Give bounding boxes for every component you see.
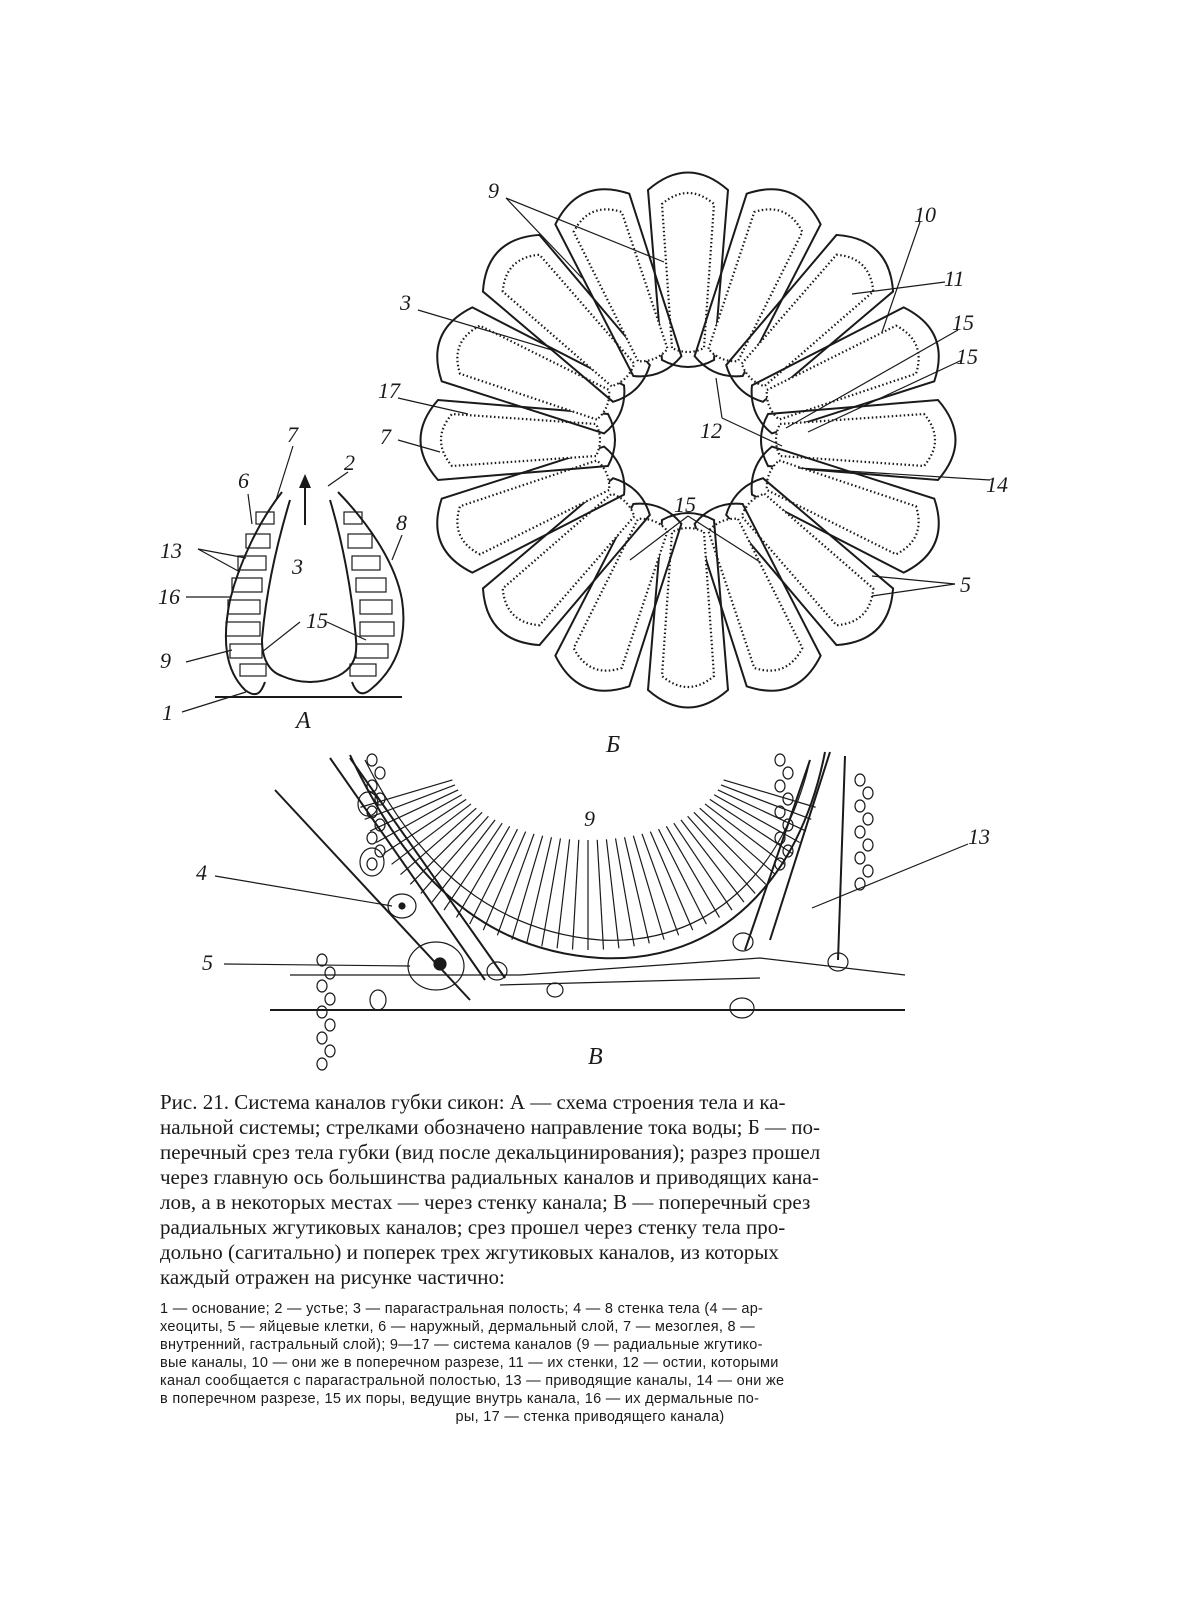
b-label-9: 9 xyxy=(488,178,499,203)
panel-a-diagram xyxy=(158,422,407,734)
legend-line-6: в поперечном разрезе, 15 их поры, ведущие внутрь канала, 16 — их дермальные по- xyxy=(160,1391,760,1407)
v-label-13: 13 xyxy=(968,824,990,849)
b-label-15-a: 15 xyxy=(952,310,974,335)
caption-line-6: радиальных жгутиковых каналов; срез прошел через стенку тела про- xyxy=(160,1215,786,1239)
v-label-5: 5 xyxy=(202,950,213,975)
a-label-15: 15 xyxy=(306,608,328,633)
caption-line-4: через главную ось большинства радиальных каналов и приводящих кана- xyxy=(160,1165,819,1189)
legend-line-7: ры, 17 — стенка приводящего канала) xyxy=(455,1409,725,1425)
b-label-14: 14 xyxy=(986,472,1008,497)
legend-line-1: 1 — основание; 2 — устье; 3 — парагастральная полость; 4 — 8 стенка тела (4 — ар- xyxy=(160,1301,764,1317)
caption-line-5: лов, а в некоторых местах — через стенку канала; В — поперечный срез xyxy=(160,1190,811,1214)
b-label-7: 7 xyxy=(380,424,391,449)
legend-line-3: внутренний, гастральный слой); 9—17 — система каналов (9 — радиальные жгутико- xyxy=(160,1337,763,1353)
a-label-8: 8 xyxy=(396,510,407,535)
a-label-1: 1 xyxy=(162,700,173,725)
a-label-13: 13 xyxy=(160,538,182,563)
a-label-6: 6 xyxy=(238,468,249,493)
a-label-2: 2 xyxy=(344,450,355,475)
b-label-11: 11 xyxy=(944,266,965,291)
figure-legend xyxy=(160,1300,1020,1426)
b-label-15-c: 15 xyxy=(674,492,696,517)
caption-line-7: дольно (сагитально) и поперек трех жгутиковых каналов, из которых xyxy=(160,1240,779,1264)
a-label-7: 7 xyxy=(287,422,298,447)
a-label-3: 3 xyxy=(292,554,303,579)
caption-line-1: Рис. 21. Система каналов губки сикон: А — схема строения тела и ка- xyxy=(160,1090,786,1114)
a-label-16: 16 xyxy=(158,584,180,609)
legend-line-2: хеоциты, 5 — яйцевые клетки, 6 — наружный, дермальный слой, 7 — мезоглея, 8 — xyxy=(160,1319,755,1335)
b-label-12: 12 xyxy=(700,418,722,443)
caption-line-2: нальной системы; стрелками обозначено направление тока воды; Б — по- xyxy=(160,1115,821,1139)
caption-line-8: каждый отражен на рисунке частично: xyxy=(160,1265,505,1289)
b-label-3: 3 xyxy=(400,290,411,315)
b-label-5: 5 xyxy=(960,572,971,597)
panel-v-label: В xyxy=(588,1044,603,1070)
panel-v-diagram xyxy=(196,752,990,1070)
figure-caption xyxy=(160,1090,1020,1290)
v-label-9: 9 xyxy=(584,806,595,831)
v-label-4: 4 xyxy=(196,860,207,885)
legend-line-4: вые каналы, 10 — они же в поперечном разрезе, 11 — их стенки, 12 — остии, которыми xyxy=(160,1355,779,1371)
panel-b-label: Б xyxy=(606,732,621,758)
b-label-10: 10 xyxy=(914,202,936,227)
b-label-15-b: 15 xyxy=(956,344,978,369)
panel-b-diagram xyxy=(378,173,1008,759)
panel-a-label: А xyxy=(296,708,311,734)
caption-line-3: перечный срез тела губки (вид после декальцинирования); разрез прошел xyxy=(160,1140,821,1164)
b-label-17: 17 xyxy=(378,378,400,403)
legend-line-5: канал сообщается с парагастральной полостью, 13 — приводящие каналы, 14 — они же xyxy=(160,1373,785,1389)
a-label-9: 9 xyxy=(160,648,171,673)
